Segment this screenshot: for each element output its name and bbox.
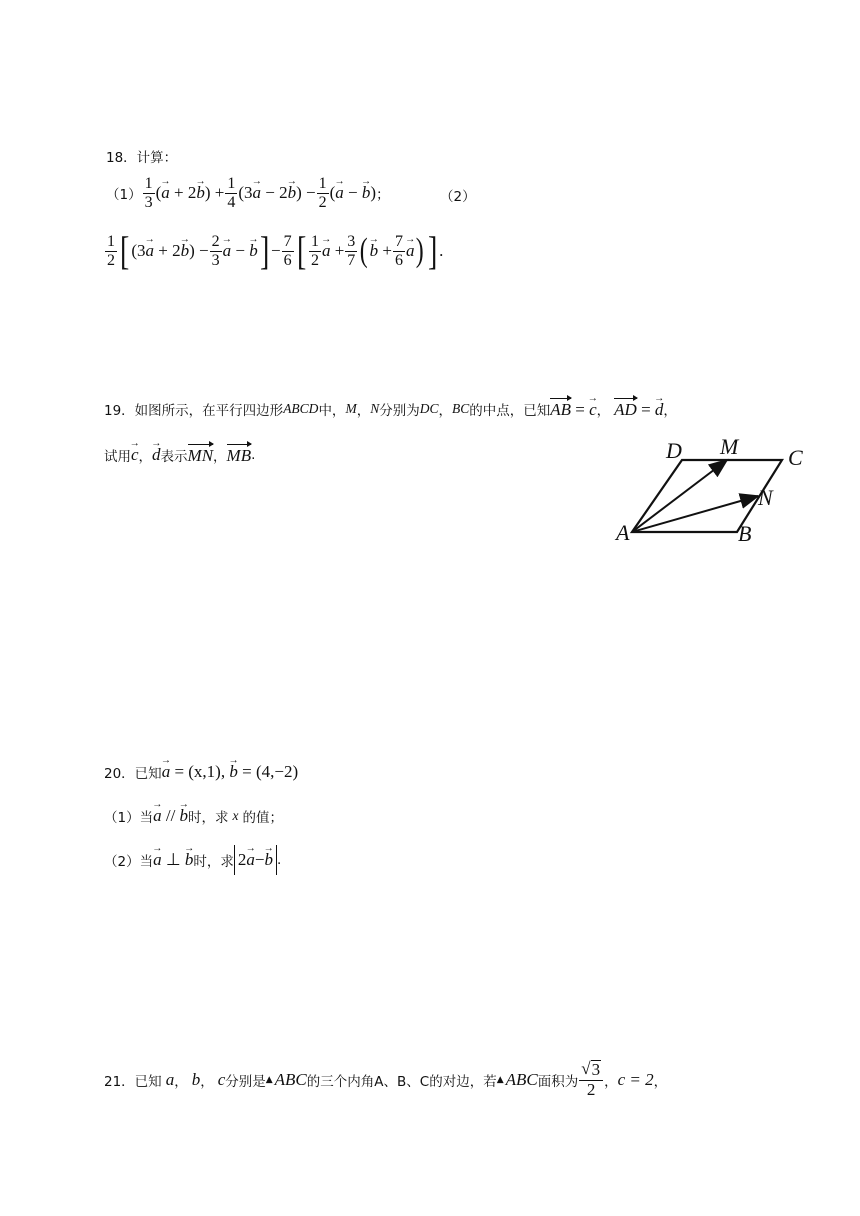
fraction: $\frac{1}{3}$ [144,174,153,211]
fraction-sqrt3-over-2: √ 3 2 [579,1060,603,1099]
q18-part2-expression: $\frac{1}{2}$ [ (3→ a + 2→ b) − $\frac{2}{3}$ → a − → b ] − $\frac{7}{6}$ [ $\frac{1}{2}$ → a + $\frac{3}{7}$ ( → b + $\frac{7}{6}$ → a ) ] . [104,228,443,274]
q20-part2: （2）当 → a ⊥ → b 时，求 2 → a − → b . [104,845,281,875]
fraction: $\frac{1}{2}$ [107,232,115,269]
q18-heading [106,146,177,166]
fraction: $\frac{3}{7}$ [347,232,356,269]
label-m: M [720,434,739,459]
q19-line2: 试用 → c ， → d 表示 MN ， MB . [104,444,255,466]
label-b: B [738,521,752,546]
q21-line: 21．已知 a ， b ， c 分别是 ▲ ABC 的三个内角 A、B、C 的对边，若 ▲ ABC 面积为 √ 3 2 ， c = 2 ， [104,1059,668,1099]
q18-part1-label: （1） [106,187,142,203]
q19-line1: 19．如图所示，在平行四边形 ABCD 中， M ， N 分别为 DC ， BC 的中点，已知 AB = → c ， AD = → d ， [104,398,677,420]
fraction: $\frac{1}{2}$ [318,174,327,211]
q18-title: 18．计算： [106,150,178,166]
fraction: $\frac{7}{6}$ [283,232,292,269]
fraction: $\frac{7}{6}$ [394,232,403,269]
label-c: C [788,445,803,470]
magnitude-expression: 2 → a − → b [234,845,277,875]
parallelogram-figure [610,430,815,550]
vector-am [632,460,727,532]
label-d: D [666,438,682,463]
q18-part1: （1） $\frac{1}{3}$ (→ a + 2→ b) + $\frac{1}{4}$ (3→ a − 2→ b) − $\frac{1}{2}$ (→ a − → b) ； [106,172,390,214]
label-n: N [758,485,773,510]
label-a: A [616,520,630,545]
q18-part2-label: （2） [440,189,476,205]
fraction: $\frac{2}{3}$ [211,232,220,269]
fraction: $\frac{1}{2}$ [310,232,319,269]
q20-heading: 20．已知 → a = (x,1), → b = (4,−2) [104,760,298,784]
q20-part1: （1）当 → a // → b 时，求 x 的值； [104,804,283,828]
fraction: $\frac{1}{4}$ [227,174,236,211]
